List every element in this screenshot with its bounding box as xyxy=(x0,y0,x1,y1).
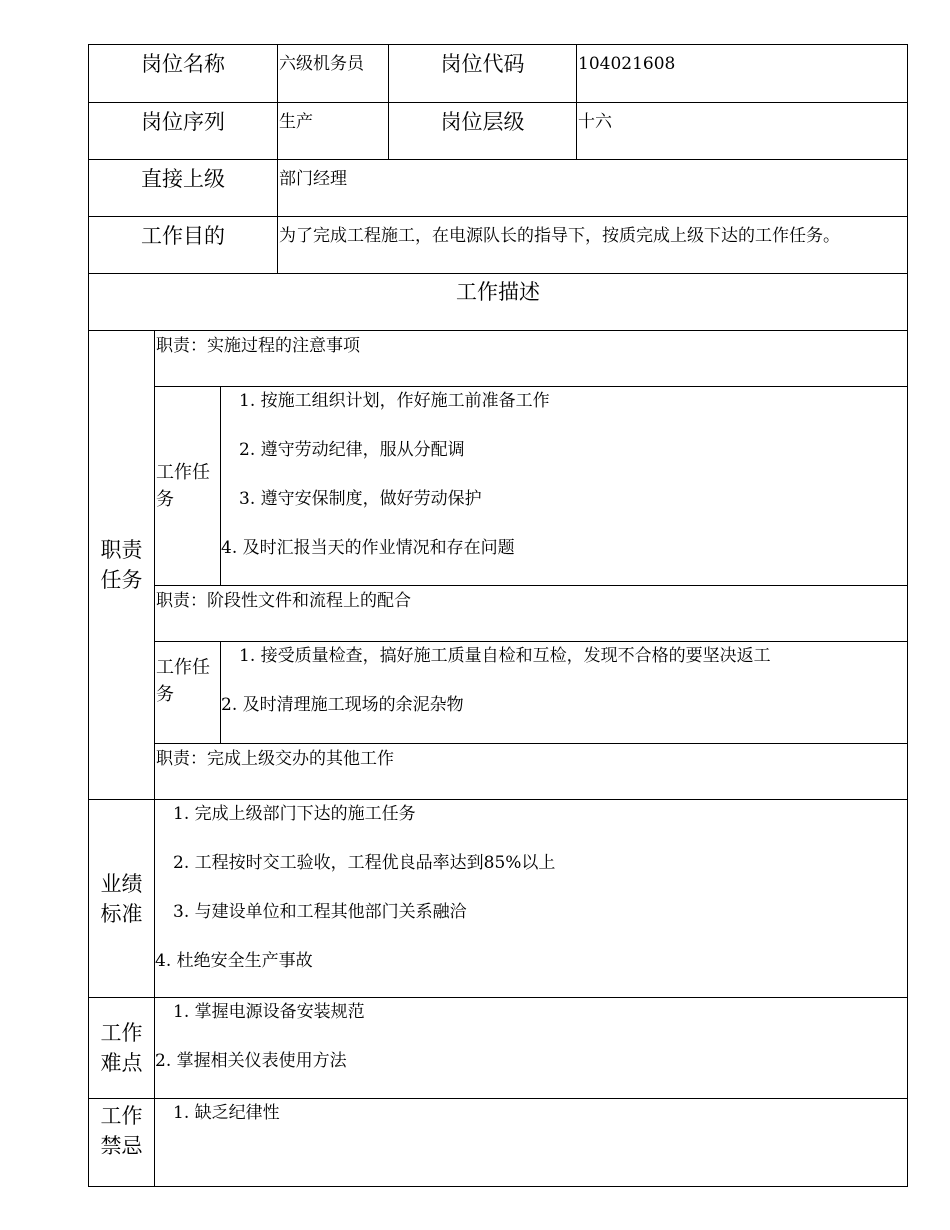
list-item: 1. 掌握电源设备安装规范 xyxy=(173,1002,365,1022)
task-label-1: 工作任务 xyxy=(155,387,221,586)
list-item: 1. 按施工组织计划，作好施工前准备工作 xyxy=(239,391,550,411)
taboo-cell xyxy=(155,1099,908,1187)
list-item: 4. 及时汇报当天的作业情况和存在问题 xyxy=(221,538,515,558)
difficulty-list xyxy=(155,998,907,1096)
job-description-table xyxy=(88,44,908,1187)
difficulty-label: 工作 难点 xyxy=(89,998,155,1099)
duties-label: 职责 任务 xyxy=(89,331,155,800)
list-item: 1. 接受质量检查，搞好施工质量自检和互检，发现不合格的要坚决返工 xyxy=(239,646,771,666)
duty-title-2: 职责：阶段性文件和流程上的配合 xyxy=(155,586,908,642)
list-item: 2. 遵守劳动纪律，服从分配调 xyxy=(239,440,465,460)
duty-title-1: 职责：实施过程的注意事项 xyxy=(155,331,908,387)
list-item: 3. 遵守安保制度，做好劳动保护 xyxy=(239,489,482,509)
performance-cell xyxy=(155,800,908,998)
task-list-1 xyxy=(221,387,907,583)
position-sequence-label: 岗位序列 xyxy=(89,103,278,160)
list-item: 2. 工程按时交工验收，工程优良品率达到85%以上 xyxy=(173,853,556,873)
position-level-label: 岗位层级 xyxy=(389,103,577,160)
position-sequence-value: 生产 xyxy=(278,103,389,160)
list-item: 1. 完成上级部门下达的施工任务 xyxy=(173,804,416,824)
list-item: 2. 掌握相关仪表使用方法 xyxy=(155,1051,347,1071)
work-purpose-value: 为了完成工程施工，在电源队长的指导下，按质完成上级下达的工作任务。 xyxy=(278,217,908,274)
work-description-heading: 工作描述 xyxy=(89,274,908,331)
task-list-1-cell xyxy=(221,387,908,586)
position-code-label: 岗位代码 xyxy=(389,45,577,103)
list-item: 4. 杜绝安全生产事故 xyxy=(155,951,313,971)
direct-superior-value: 部门经理 xyxy=(278,160,908,217)
difficulty-cell xyxy=(155,998,908,1099)
work-purpose-label: 工作目的 xyxy=(89,217,278,274)
performance-list xyxy=(155,800,907,996)
task-list-2-cell xyxy=(221,642,908,744)
taboo-label: 工作 禁忌 xyxy=(89,1099,155,1187)
list-item: 3. 与建设单位和工程其他部门关系融洽 xyxy=(173,902,467,922)
position-code-value: 104021608 xyxy=(577,45,908,103)
position-name-label: 岗位名称 xyxy=(89,45,278,103)
task-list-2 xyxy=(221,642,907,740)
position-name-value: 六级机务员 xyxy=(278,45,389,103)
duty-title-3: 职责：完成上级交办的其他工作 xyxy=(155,744,908,800)
taboo-list xyxy=(155,1099,907,1148)
task-label-2: 工作任务 xyxy=(155,642,221,744)
list-item: 2. 及时清理施工现场的余泥杂物 xyxy=(221,695,464,715)
performance-label: 业绩 标准 xyxy=(89,800,155,998)
position-level-value: 十六 xyxy=(577,103,908,160)
list-item: 1. 缺乏纪律性 xyxy=(173,1103,280,1123)
direct-superior-label: 直接上级 xyxy=(89,160,278,217)
